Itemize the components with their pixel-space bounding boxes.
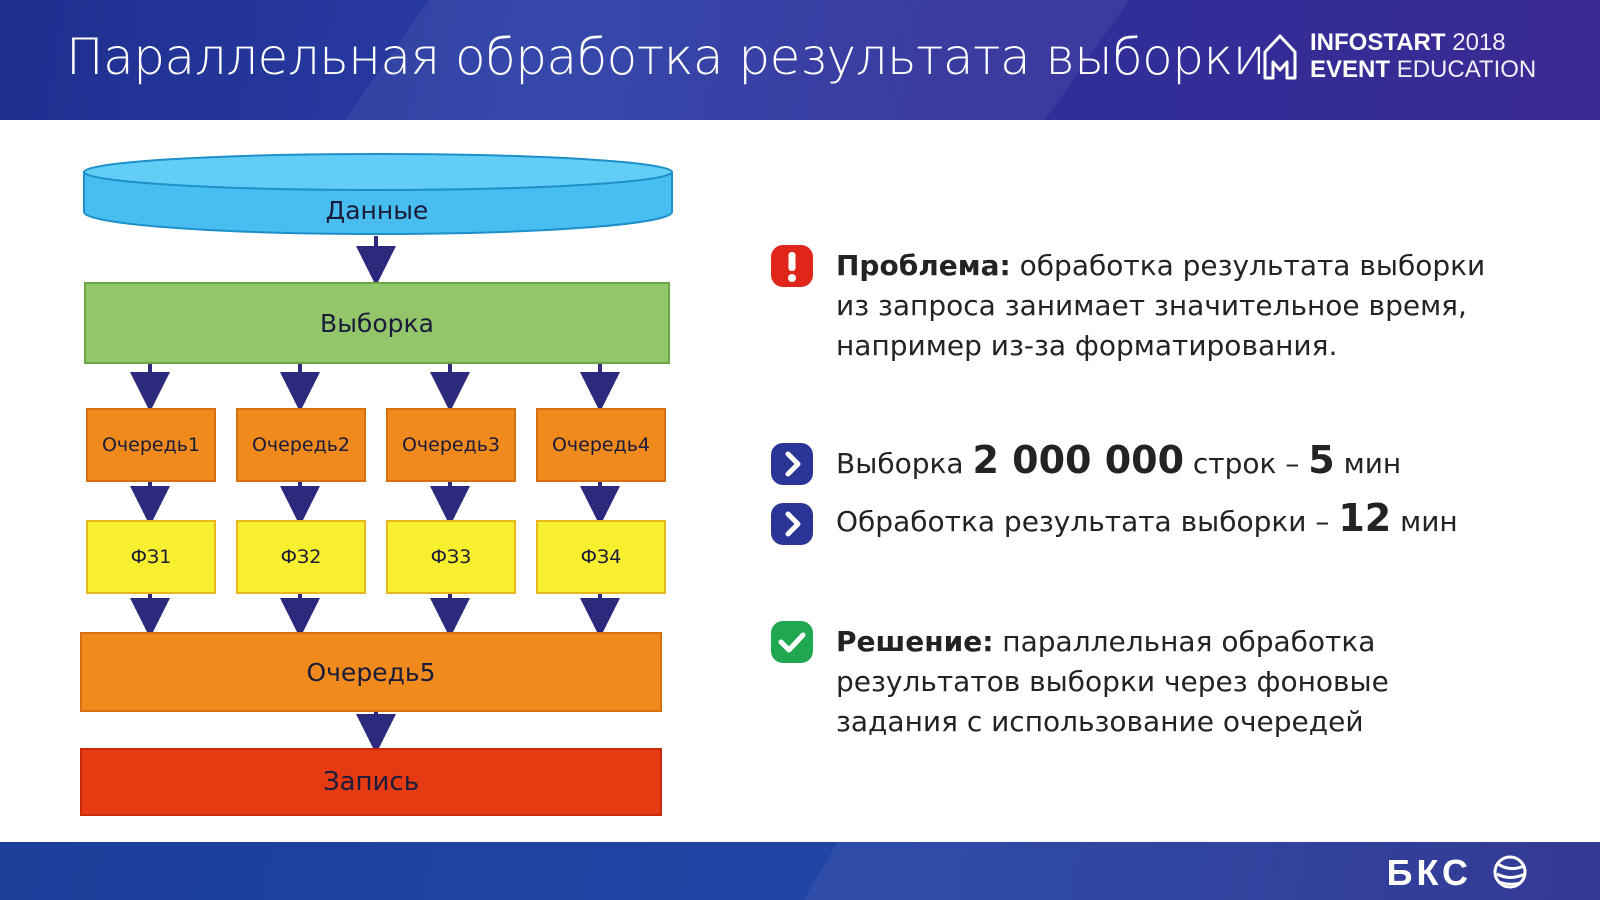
stat1-prefix: Выборка <box>836 447 973 480</box>
logo-education: EDUCATION <box>1396 56 1537 83</box>
job-fz3-box: ФЗ3 <box>386 520 516 594</box>
queue-4-box: Очередь4 <box>536 408 666 482</box>
problem-text-2: из запроса занимает значительное время, <box>836 289 1467 322</box>
problem-line-1 <box>836 246 1556 286</box>
stat1-rows: 2 000 000 <box>972 438 1185 482</box>
chevron-right-icon <box>770 442 814 486</box>
footer-sheen <box>780 842 1600 900</box>
queue-3-box: Очередь3 <box>386 408 516 482</box>
queue-5-box: Очередь5 <box>80 632 662 712</box>
stat1-mid: строк – <box>1184 447 1309 480</box>
chevron-right-icon <box>770 502 814 546</box>
solution-text-3: задания с использование очередей <box>836 705 1364 738</box>
stat-selection-line <box>836 440 1556 484</box>
stat1-unit: мин <box>1334 447 1402 480</box>
selection-box: Выборка <box>84 282 670 364</box>
footer-bar <box>0 842 1600 900</box>
job-fz1-box: ФЗ1 <box>86 520 216 594</box>
checkmark-icon <box>770 620 814 664</box>
solution-text-2: результатов выборки через фоновые <box>836 665 1389 698</box>
stat1-minutes: 5 <box>1308 438 1335 482</box>
stat2-minutes: 12 <box>1338 496 1392 540</box>
write-box: Запись <box>80 748 662 816</box>
problem-text-1: обработка результата выборки <box>1010 249 1486 282</box>
solution-text-1: параллельная обработка <box>993 625 1376 658</box>
solution-block <box>836 622 1556 742</box>
data-label: Данные <box>325 196 429 225</box>
problem-text-3: например из-за форматирования. <box>836 329 1338 362</box>
job-fz4-box: ФЗ4 <box>536 520 666 594</box>
logo-infostart: INFOSTART <box>1310 29 1446 56</box>
problem-block <box>836 246 1556 366</box>
bks-globe-icon <box>1490 854 1530 890</box>
queue-1-box: Очередь1 <box>86 408 216 482</box>
exclamation-icon <box>770 244 814 288</box>
job-fz2-box: ФЗ2 <box>236 520 366 594</box>
queue-2-box: Очередь2 <box>236 408 366 482</box>
stat2-unit: мин <box>1391 505 1458 538</box>
logo-year: 2018 <box>1452 29 1506 56</box>
solution-line-1 <box>836 622 1556 662</box>
problem-label: Проблема: <box>836 249 1011 282</box>
stat2-prefix: Обработка результата выборки – <box>836 505 1339 538</box>
logo-event: EVENT <box>1310 56 1391 83</box>
stat-processing-line <box>836 498 1556 542</box>
bks-logo-text: БКС <box>1386 852 1472 893</box>
slide-title: Параллельная обработка результата выборки <box>66 28 1266 86</box>
solution-label: Решение: <box>836 625 994 658</box>
